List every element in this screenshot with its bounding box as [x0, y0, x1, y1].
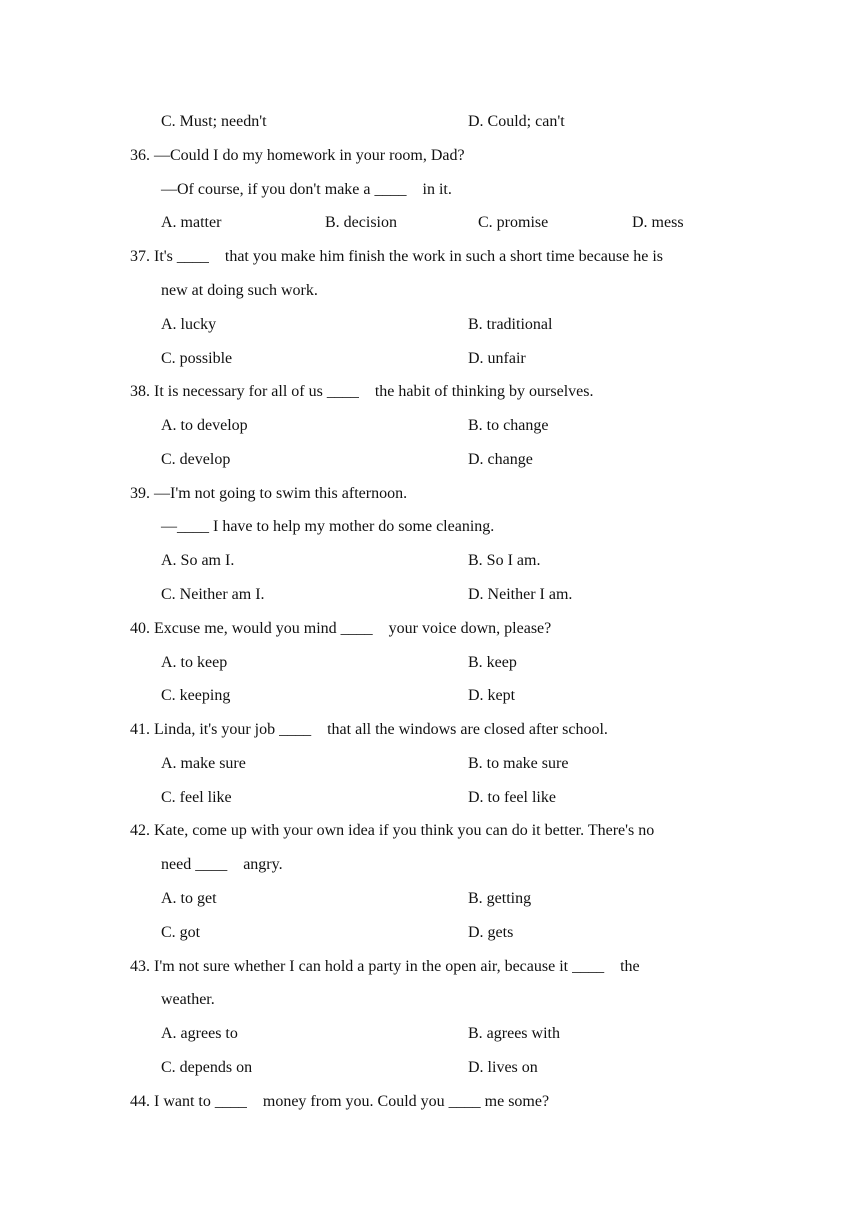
question-text: 44. I want to ____ money from you. Could you ____ me some?	[130, 1093, 550, 1110]
answer-option: A. make sure	[161, 755, 246, 772]
answer-option: C. Neither am I.	[161, 586, 265, 603]
question-text: 38. It is necessary for all of us ____ the habit of thinking by ourselves.	[130, 383, 594, 400]
answer-option: D. Could; can't	[468, 113, 565, 130]
answer-option: C. feel like	[161, 789, 232, 806]
answer-option: B. getting	[468, 890, 532, 907]
question-text-continued: need ____ angry.	[161, 856, 283, 873]
answer-option: C. got	[161, 924, 201, 941]
answer-option: D. Neither I am.	[468, 586, 573, 603]
question-text: 39. —I'm not going to swim this afternoon.	[130, 485, 408, 502]
answer-option: B. to make sure	[468, 755, 569, 772]
question-text: 41. Linda, it's your job ____ that all the windows are closed after school.	[130, 721, 608, 738]
question-text-continued: new at doing such work.	[161, 282, 318, 299]
question-text: 42. Kate, come up with your own idea if you think you can do it better. There's no	[130, 822, 655, 839]
answer-option: C. Must; needn't	[161, 113, 267, 130]
answer-option: A. to keep	[161, 654, 228, 671]
answer-option: C. develop	[161, 451, 231, 468]
question-text-continued: —____ I have to help my mother do some cleaning.	[161, 518, 495, 535]
question-text: 43. I'm not sure whether I can hold a party in the open air, because it ____ the	[130, 958, 640, 975]
answer-option: C. promise	[478, 214, 549, 231]
answer-option: D. change	[468, 451, 533, 468]
answer-option: B. decision	[325, 214, 397, 231]
answer-option: A. agrees to	[161, 1025, 238, 1042]
answer-option: A. lucky	[161, 316, 217, 333]
answer-option: C. keeping	[161, 687, 231, 704]
answer-option: D. to feel like	[468, 789, 556, 806]
question-text: 36. —Could I do my homework in your room, Dad?	[130, 147, 465, 164]
question-text-continued: —Of course, if you don't make a ____ in it.	[161, 181, 452, 198]
answer-option: D. lives on	[468, 1059, 538, 1076]
answer-option: B. traditional	[468, 316, 553, 333]
answer-option: A. to get	[161, 890, 217, 907]
answer-option: A. So am I.	[161, 552, 235, 569]
answer-option: D. kept	[468, 687, 516, 704]
answer-option: B. agrees with	[468, 1025, 560, 1042]
answer-option: C. possible	[161, 350, 233, 367]
answer-option: B. keep	[468, 654, 517, 671]
question-text-continued: weather.	[161, 991, 215, 1008]
answer-option: C. depends on	[161, 1059, 253, 1076]
answer-option: B. So I am.	[468, 552, 541, 569]
answer-option: B. to change	[468, 417, 549, 434]
question-text: 40. Excuse me, would you mind ____ your voice down, please?	[130, 620, 552, 637]
answer-option: D. mess	[632, 214, 684, 231]
answer-option: D. unfair	[468, 350, 526, 367]
answer-option: A. matter	[161, 214, 222, 231]
question-text: 37. It's ____ that you make him finish the work in such a short time because he is	[130, 248, 664, 265]
answer-option: A. to develop	[161, 417, 248, 434]
answer-option: D. gets	[468, 924, 514, 941]
